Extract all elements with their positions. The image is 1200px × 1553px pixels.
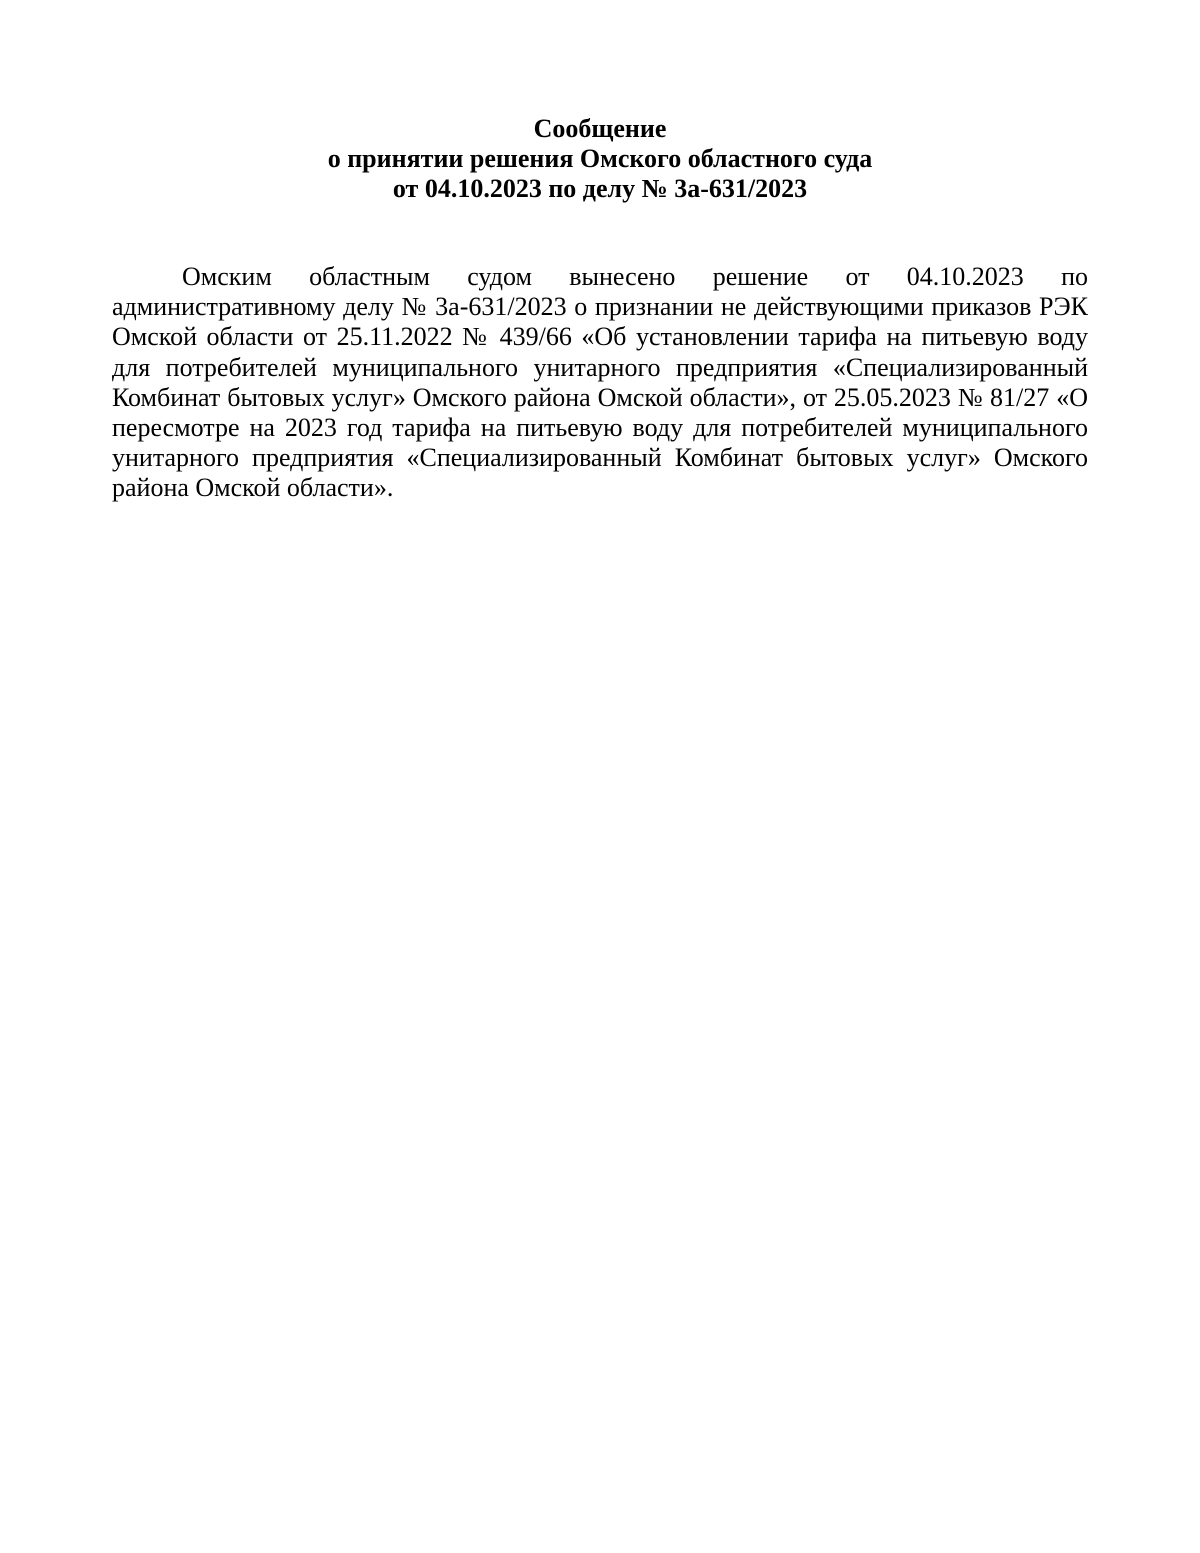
title-line-2: о принятии решения Омского областного суда: [327, 144, 873, 173]
title-line-1: Сообщение: [533, 114, 667, 143]
document-title: [112, 114, 1088, 204]
body-paragraph: Омским областным судом вынесено решение от 04.10.2023 по административному делу № 3а-631/2023 о признании не действующими приказов РЭК Омской области от 25.11.2022 № 439/66 «Об установлении тарифа на питьевую воду для потребителей муниципального унитарного предприятия «Специализированный Комбинат бытовых услуг» Омского района Омской области», от 25.05.2023 № 81/27 «О пересмотре на 2023 год тарифа на питьевую воду для потребителей муниципального унитарного предприятия «Специализированный Комбинат бытовых услуг» Омского района Омской области».: [112, 262, 1088, 503]
title-line-3: от 04.10.2023 по делу № 3а-631/2023: [392, 174, 808, 203]
